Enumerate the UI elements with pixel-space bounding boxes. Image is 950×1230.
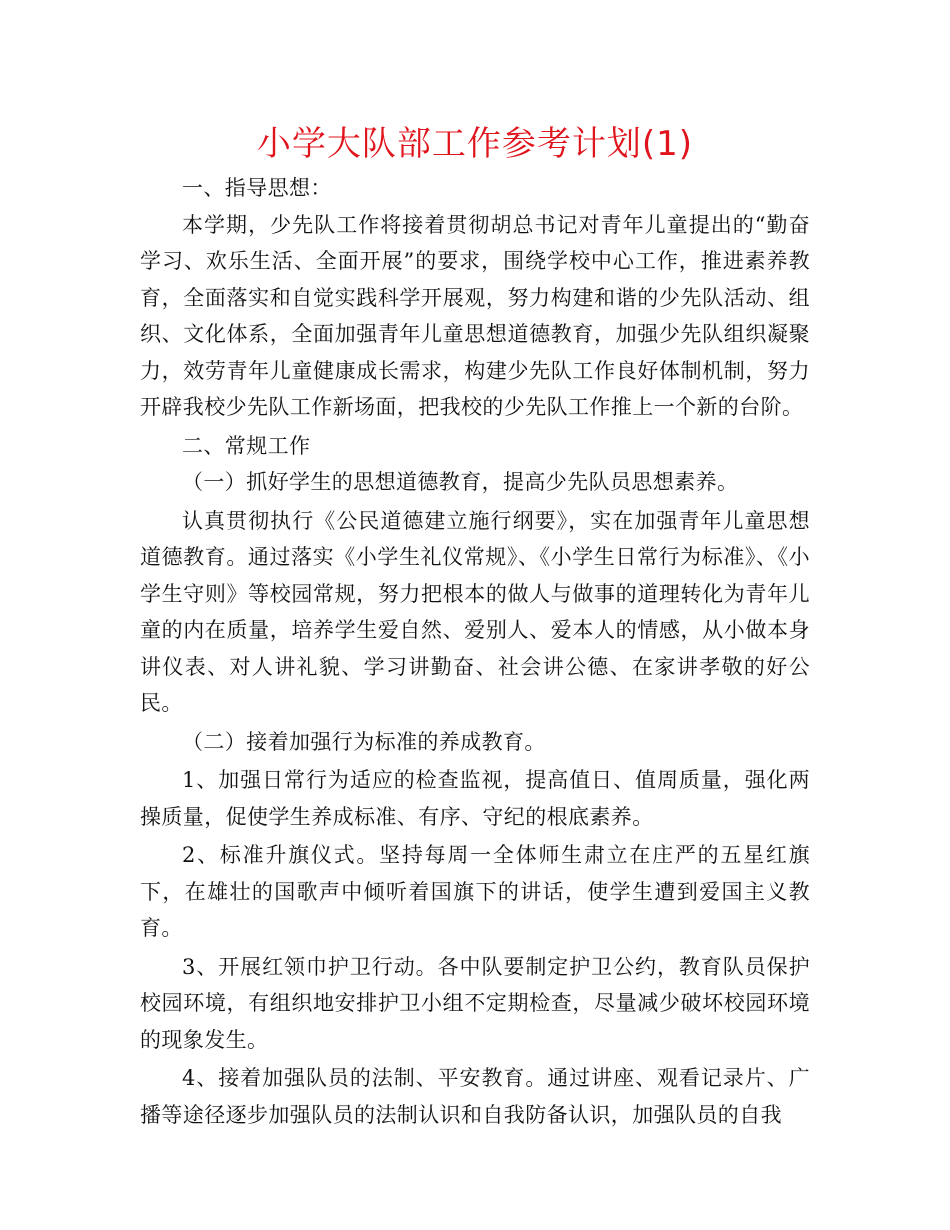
paragraph-moral-education-heading: （一）抓好学生的思想道德教育，提高少先队员思想素养。 bbox=[182, 470, 739, 494]
document-title: 小学大队部工作参考计划(1) bbox=[256, 124, 694, 164]
paragraph-moral-education-body: 认真贯彻执行《公民道德建立施行纲要》，实在加强青年儿童思想道德教育。通过落实《小学生礼仪常规》、《小学生日常行为标准》、《小学生守则》等校园常规，努力把根本的做人与做事的道理转化为青年儿童的内在质量，培养学生爱自然、爱别人、爱本人的情感，从小做本身讲仪表、对人讲礼貌、学习讲勤奋、社会讲公德、在家讲孝敬的好公民。 bbox=[140, 508, 810, 715]
paragraph-item-1: 1、加强日常行为适应的检查监视，提高值日、值周质量，强化两操质量，促使学生养成标准、有序、守纪的根底素养。 bbox=[140, 768, 810, 829]
paragraph-guiding-ideology-heading: 一、指导思想： bbox=[182, 176, 332, 200]
paragraph-behavior-heading: （二）接着加强行为标准的养成教育。 bbox=[182, 729, 546, 754]
paragraph-guiding-ideology-body: 本学期，少先队工作将接着贯彻胡总书记对青年儿童提出的“勤奋学习、欢乐生活、全面开展”的要求，围绕学校中心工作，推进素养教育，全面落实和自觉实践科学开展观，努力构建和谐的少先队活动、组织、文化体系，全面加强青年儿童思想道德教育，加强少先队组织凝聚力，效劳青年儿童健康成长需求，构建少先队工作良好体制机制，努力开辟我校少先队工作新场面，把我校的少先队工作推上一个新的台阶。 bbox=[140, 212, 810, 419]
paragraph-item-3: 3、开展红领巾护卫行动。各中队要制定护卫公约，教育队员保护校园环境，有组织地安排护卫小组不定期检查，尽量减少破坏校园环境的现象发生。 bbox=[140, 954, 810, 1052]
paragraph-routine-work-heading: 二、常规工作 bbox=[182, 433, 311, 458]
paragraph-item-4: 4、接着加强队员的法制、平安教育。通过讲座、观看记录片、广播等途径逐步加强队员的法制认识和自我防备认识，加强队员的自我 bbox=[140, 1066, 810, 1127]
paragraph-item-2: 2、标准升旗仪式。坚持每周一全体师生肃立在庄严的五星红旗下，在雄壮的国歌声中倾听着国旗下的讲话，使学生遭到爱国主义教育。 bbox=[140, 843, 810, 940]
